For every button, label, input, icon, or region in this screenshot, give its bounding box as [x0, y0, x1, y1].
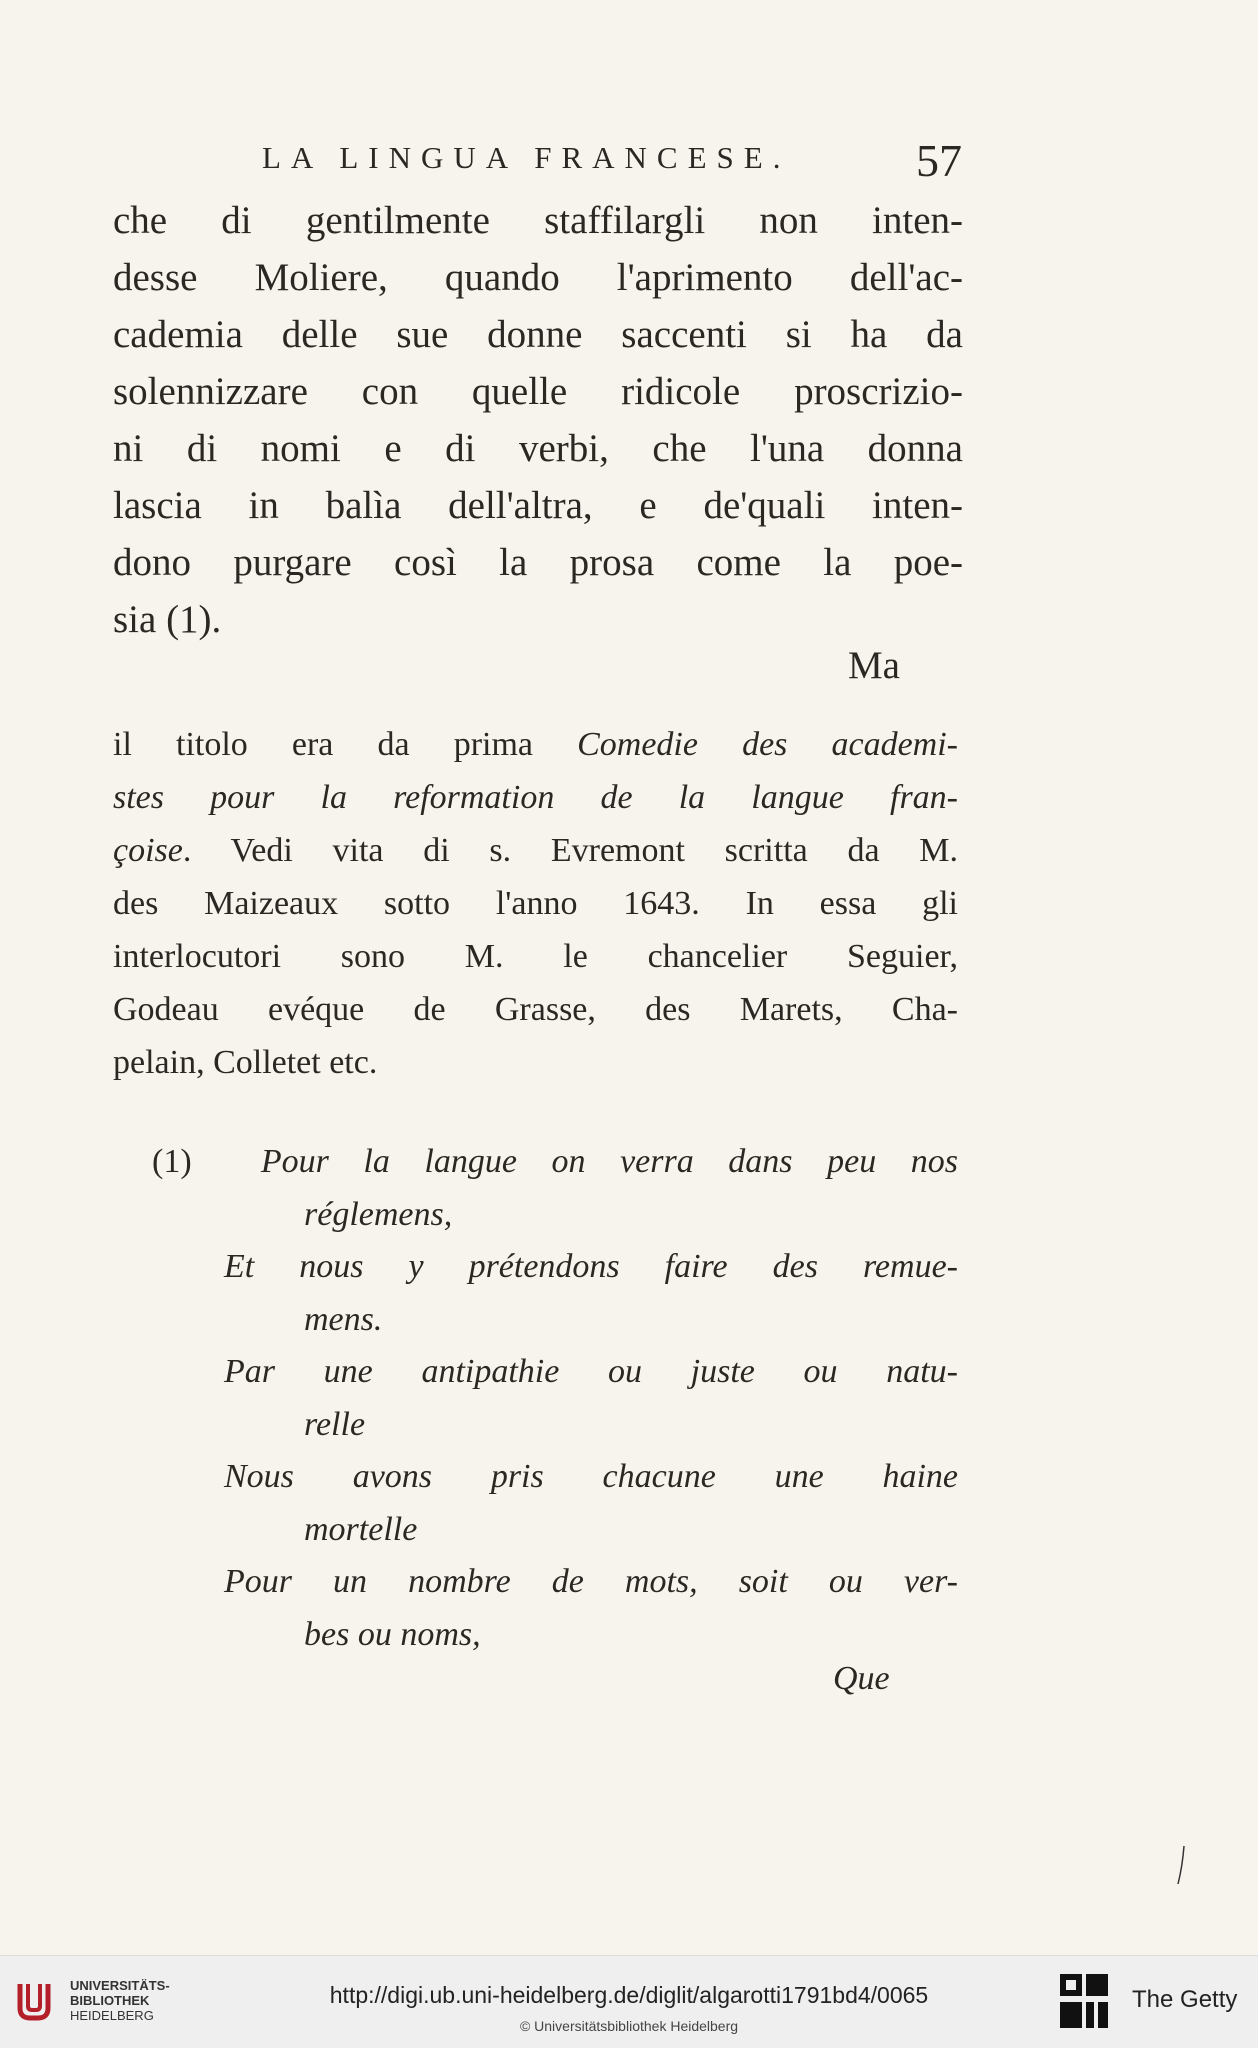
library-name-line: BIBLIOTHEK [70, 1993, 150, 2008]
text-line: desse Moliere, quando l'aprimento dell'ac- [113, 256, 963, 299]
footnote-marker: (1) [152, 1143, 192, 1180]
partner-name: The Getty [1132, 1986, 1238, 2013]
footnote-line: des Maizeaux sotto l'anno 1643. In essa gli [113, 885, 958, 922]
running-head [262, 135, 962, 190]
catchword-main: Ma [848, 644, 900, 687]
footnote-verse [152, 1136, 958, 1661]
library-name-line: UNIVERSITÄTS- [70, 1978, 170, 1993]
footnote-line [113, 824, 958, 877]
footnote-continuation [113, 718, 958, 1089]
footnote-line: Godeau evéque de Grasse, des Marets, Cha- [113, 991, 958, 1028]
verse-line: réglemens, [304, 1195, 453, 1233]
verse-line: mens. [304, 1300, 383, 1338]
footnote-line: pelain, Colletet etc. [113, 1044, 378, 1081]
footnote-text: . Vedi vita di s. Evremont scritta da M. [182, 832, 958, 869]
footnote-text: il titolo era da prima [113, 726, 578, 763]
verse-line: bes ou noms, [304, 1615, 481, 1653]
stray-mark-icon [1176, 1844, 1186, 1886]
verse-line: Et nous y prétendons faire des remue- [224, 1248, 958, 1285]
running-head-title: LA LINGUA FRANCESE. [262, 140, 791, 175]
footnote-line: interlocutori sono M. le chancelier Seguier, [113, 938, 958, 975]
text-line: lascia in balìa dell'altra, e de'quali inten- [113, 484, 963, 527]
verse-line: Par une antipathie ou juste ou natu- [224, 1353, 958, 1390]
verse-line [152, 1136, 958, 1189]
footnote-title-italic: çoise [113, 832, 183, 869]
main-text [113, 192, 963, 648]
footnote-title-italic: stes pour la reformation de la langue fran- [113, 779, 958, 816]
verse-line: mortelle [304, 1510, 418, 1548]
text-line: solennizzare con quelle ridicole proscrizio- [113, 370, 963, 413]
text-line: dono purgare così la prosa come la poe- [113, 541, 963, 584]
text-line: che di gentilmente staffilargli non inten- [113, 199, 963, 242]
viewer-footer [0, 1955, 1258, 2048]
getty-logo-icon[interactable] [1058, 1972, 1110, 2032]
verse-line: Pour un nombre de mots, soit ou ver- [224, 1563, 958, 1600]
catchword-footnote: Que [833, 1660, 890, 1697]
text-line: cademia delle sue donne saccenti si ha da [113, 313, 963, 356]
footnote-line [113, 718, 958, 771]
text-line: ni di nomi e di verbi, che l'una donna [113, 427, 963, 470]
permalink[interactable]: http://digi.ub.uni-heidelberg.de/diglit/algarotti1791bd4/0065 [329, 1982, 929, 2008]
verse-line: Nous avons pris chacune une haine [224, 1458, 958, 1495]
text-line: sia (1). [113, 598, 222, 641]
verse-line: relle [304, 1405, 366, 1443]
page-number: 57 [916, 135, 962, 186]
verse-text: Pour la langue on verra dans peu nos [260, 1143, 959, 1180]
copyright-notice: © Universitätsbibliothek Heidelberg [519, 2018, 739, 2034]
footnote-title-italic: Comedie des academi- [577, 726, 959, 763]
library-name-line: HEIDELBERG [70, 2008, 154, 2023]
